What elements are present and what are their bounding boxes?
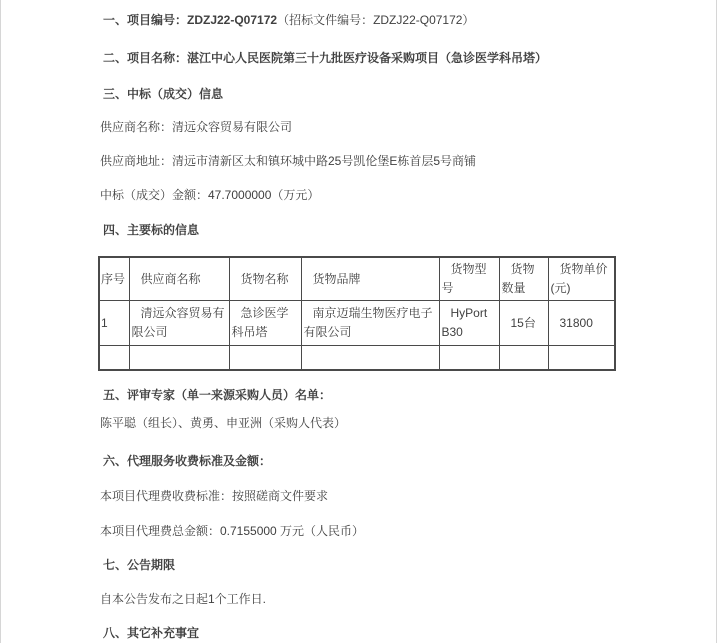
- experts-names-line: 陈平聪（组长）、黄勇、申亚洲（采购人代表）: [100, 415, 347, 430]
- agency-fee-total-line: 本项目代理费总金额：0.7155000 万元（人民币）: [100, 523, 365, 538]
- cell-empty: [99, 346, 129, 370]
- cell-empty: [499, 346, 548, 370]
- project-name-line: 二、项目名称：湛江中心人民医院第三十九批医疗设备采购项目（急诊医学科吊塔）: [103, 51, 548, 65]
- header-goods-model: 货物型号: [439, 257, 499, 301]
- table-header-row: [99, 257, 615, 301]
- header-seq-no: 序号: [99, 257, 129, 301]
- table-row: [99, 301, 615, 346]
- agency-fee-title: 六、代理服务收费标准及金额：: [103, 453, 272, 468]
- subject-info-title: 四、主要标的信息: [103, 223, 200, 237]
- project-number-line: [100, 12, 702, 28]
- award-info-title: 三、中标（成交）信息: [103, 87, 224, 101]
- cell-goods-qty: 15台: [499, 301, 548, 346]
- award-amount-line: 中标（成交）金额：47.7000000（万元）: [100, 188, 320, 202]
- notice-period-body: 自本公告发布之日起1个工作日.: [100, 591, 267, 606]
- header-goods-unit-price: 货物单价(元): [548, 257, 615, 301]
- cell-empty: [129, 346, 229, 370]
- agency-fee-standard-line: 本项目代理费收费标准：按照磋商文件要求: [100, 488, 329, 503]
- cell-empty: [439, 346, 499, 370]
- table-row-empty: [99, 346, 615, 370]
- cell-empty: [229, 346, 301, 370]
- project-number-bold: 一、项目编号：ZDZJ22-Q07172: [103, 13, 278, 27]
- cell-empty: [548, 346, 615, 370]
- header-supplier-name: 供应商名称: [129, 257, 229, 301]
- cell-goods-name: 急诊医学科吊塔: [229, 301, 301, 346]
- cell-goods-unit-price: 31800: [548, 301, 615, 346]
- announcement-content: [1, 0, 716, 641]
- cell-seq-no: 1: [99, 301, 129, 346]
- header-goods-name: 货物名称: [229, 257, 301, 301]
- notice-period-title: 七、公告期限: [103, 557, 176, 572]
- header-goods-qty: 货物数量: [499, 257, 548, 301]
- cell-goods-brand: 南京迈瑞生物医疗电子有限公司: [301, 301, 439, 346]
- header-goods-brand: 货物品牌: [301, 257, 439, 301]
- project-number-note: （招标文件编号：ZDZJ22-Q07172）: [277, 13, 475, 27]
- experts-title: 五、评审专家（单一来源采购人员）名单：: [103, 387, 332, 402]
- supplier-name-line: 供应商名称：清远众容贸易有限公司: [100, 120, 293, 134]
- goods-table: [98, 256, 616, 371]
- cell-goods-model: HyPort B30: [439, 301, 499, 346]
- cell-supplier-name: 清远众容贸易有限公司: [129, 301, 229, 346]
- other-matters-title: 八、其它补充事宜: [103, 625, 200, 640]
- cell-empty: [301, 346, 439, 370]
- supplier-address-line: 供应商地址：清远市清新区太和镇环城中路25号凯伦堡E栋首层5号商铺: [100, 154, 477, 168]
